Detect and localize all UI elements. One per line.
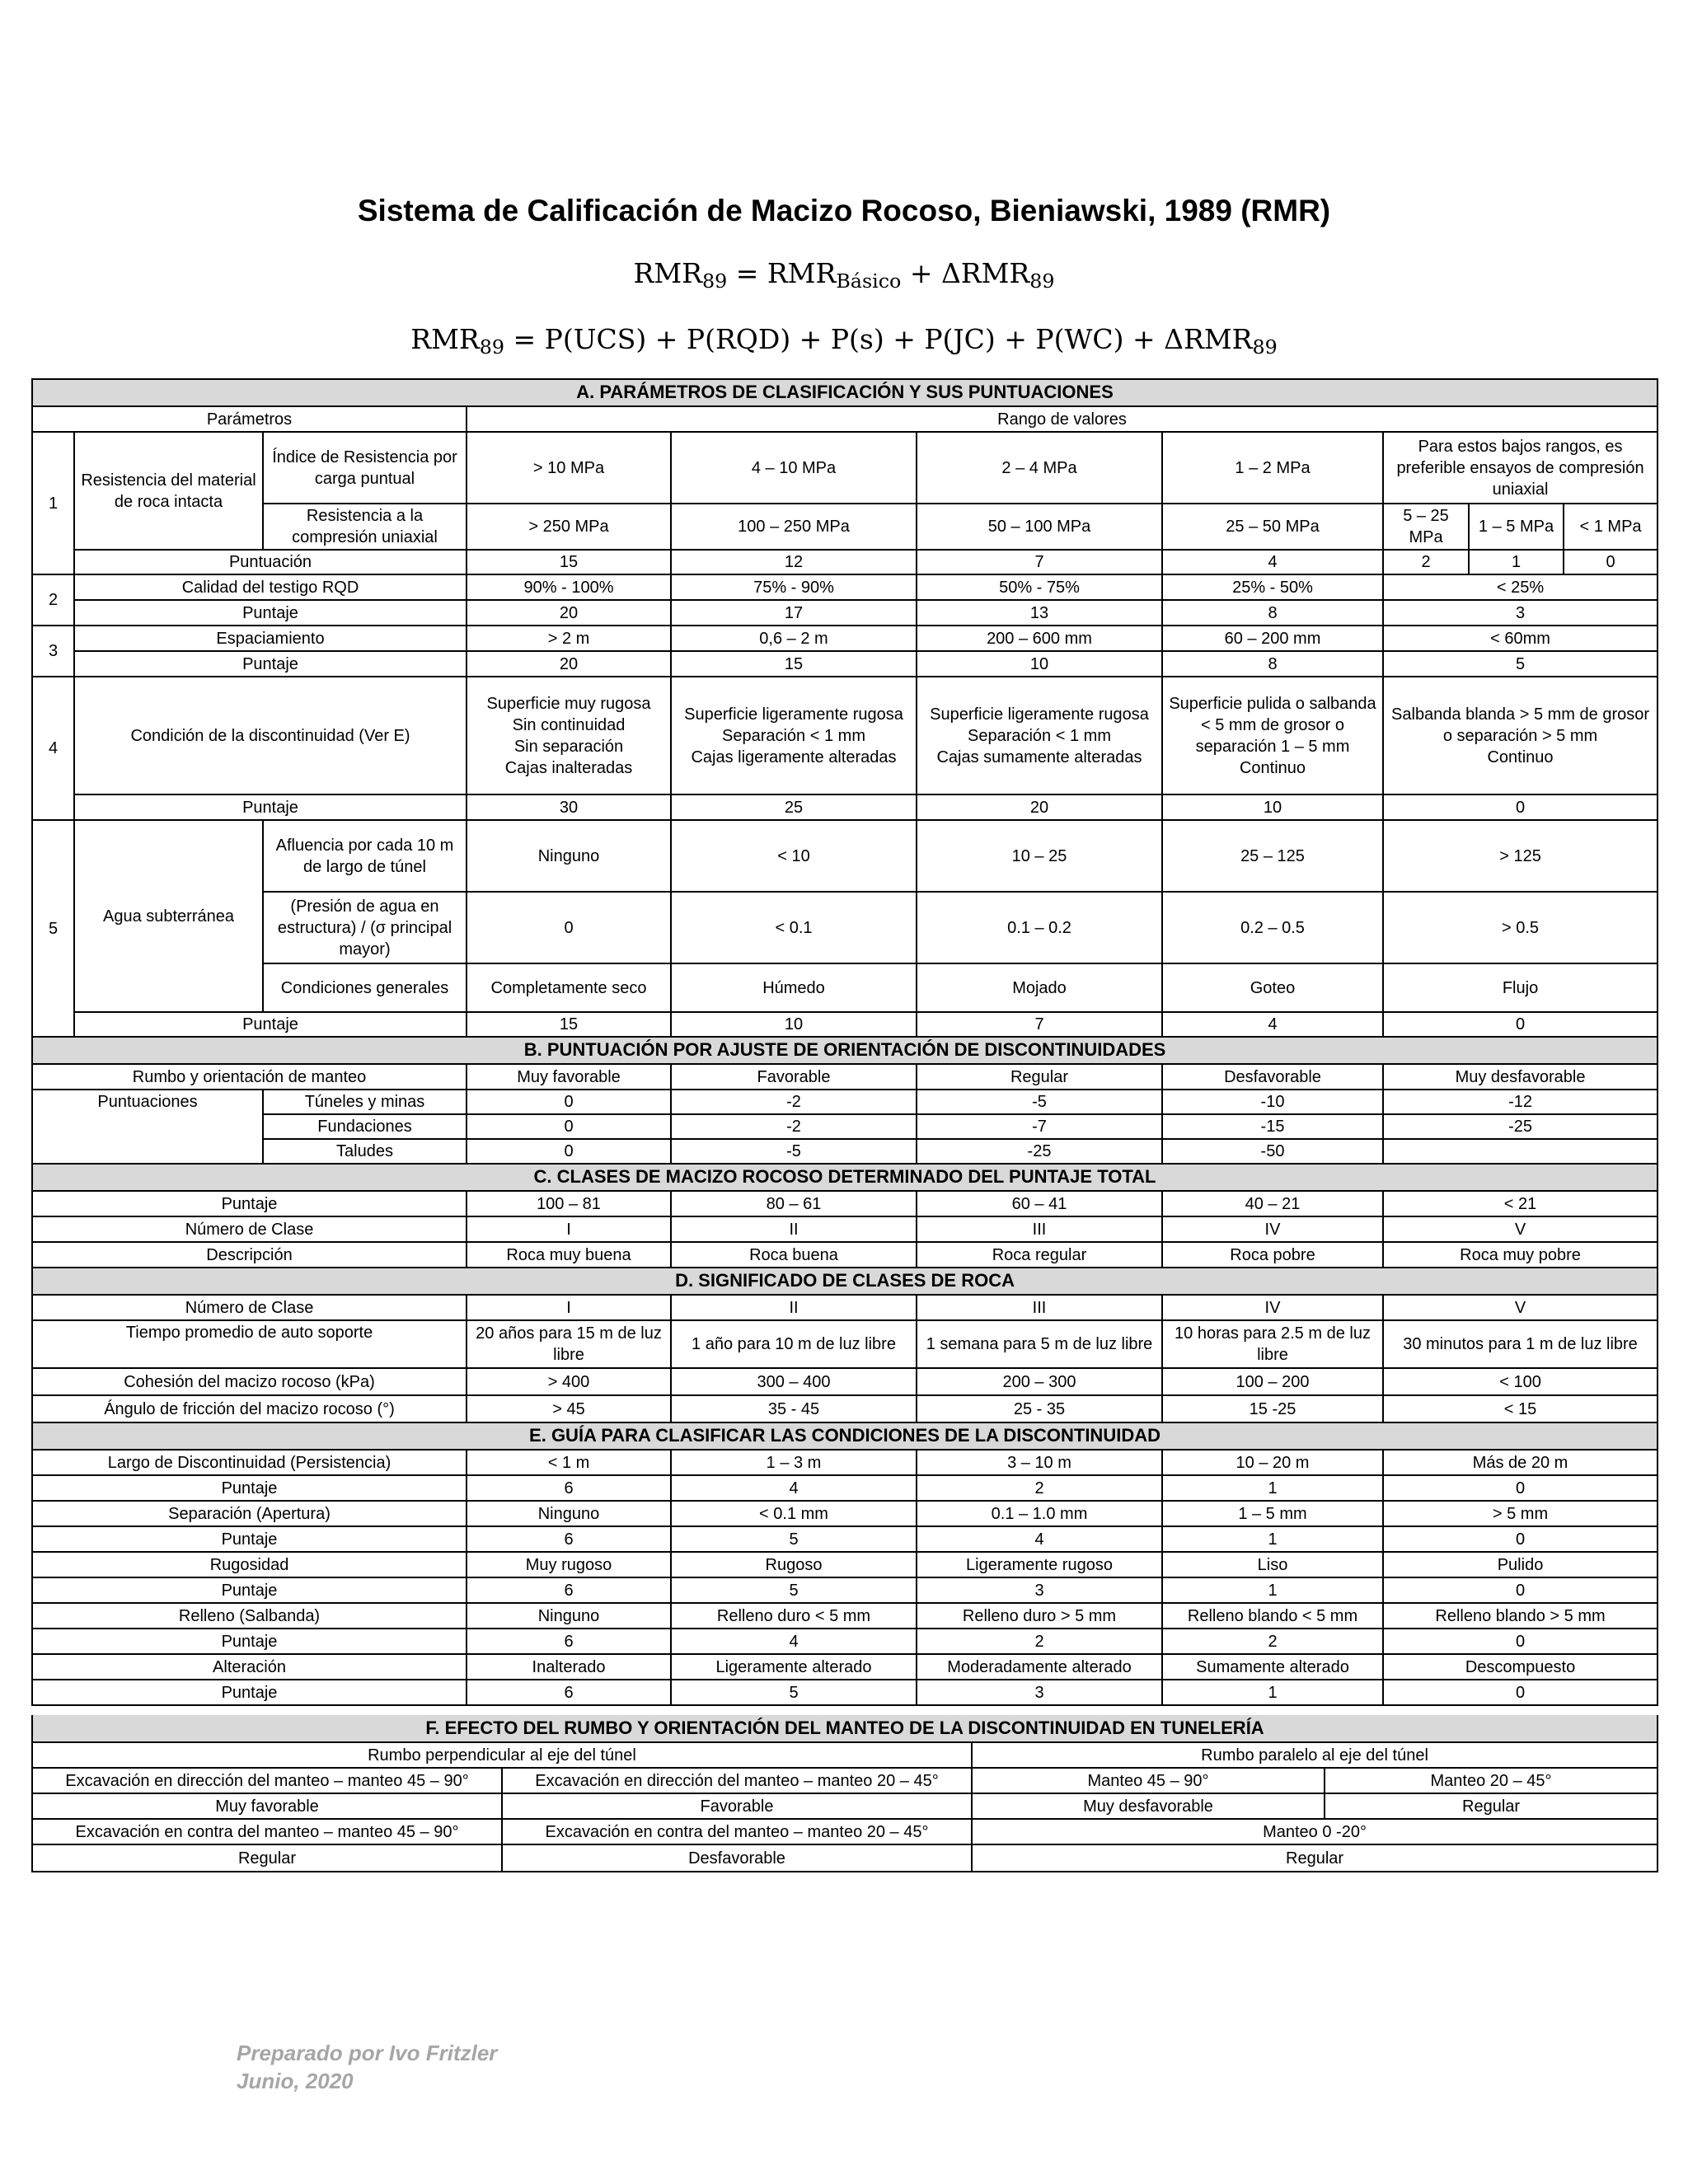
score-cell: 25 — [671, 794, 917, 820]
value-cell: Superficie muy rugosa Sin continuidad Sin separación Cajas inalteradas — [467, 677, 671, 794]
value-cell: 1 – 2 MPa — [1162, 432, 1383, 504]
score-cell: 17 — [671, 600, 917, 626]
row-label: Puntaje — [32, 1577, 467, 1603]
value-cell: Superficie pulida o salbanda < 5 mm de grosor o separación 1 – 5 mm Continuo — [1162, 677, 1383, 794]
column-header: Muy favorable — [467, 1064, 671, 1090]
value-cell: -50 — [1162, 1139, 1383, 1164]
value-cell: 4 — [671, 1475, 917, 1501]
value-cell: > 125 — [1383, 820, 1658, 892]
value-cell: 6 — [467, 1629, 671, 1654]
value-cell: < 10 — [671, 820, 917, 892]
value-cell: < 21 — [1383, 1191, 1658, 1216]
section-e-header: E. GUÍA PARA CLASIFICAR LAS CONDICIONES DE LA DISCONTINUIDAD — [32, 1422, 1658, 1450]
value-cell: 0 — [1383, 1475, 1658, 1501]
value-cell: 200 – 300 — [917, 1368, 1162, 1395]
row-label: Puntaje — [32, 1191, 467, 1216]
value-cell: 0.1 – 1.0 mm — [917, 1501, 1162, 1526]
value-cell: < 60mm — [1383, 626, 1658, 651]
value-cell: 200 – 600 mm — [917, 626, 1162, 651]
value-cell: > 400 — [467, 1368, 671, 1395]
value-cell: 4 — [917, 1526, 1162, 1552]
value-cell: Relleno blando < 5 mm — [1162, 1603, 1383, 1629]
score-cell: 10 — [671, 1012, 917, 1037]
value-cell: < 15 — [1383, 1395, 1658, 1422]
value-cell: 0 — [1383, 1629, 1658, 1654]
row-number: 2 — [32, 574, 74, 626]
score-cell: 20 — [917, 794, 1162, 820]
score-cell: 0 — [1383, 794, 1658, 820]
value-cell: -5 — [917, 1090, 1162, 1114]
value-cell: Ninguno — [467, 1603, 671, 1629]
value-cell: Goteo — [1162, 963, 1383, 1012]
score-cell: 13 — [917, 600, 1162, 626]
value-cell: Manteo 0 -20° — [972, 1819, 1658, 1844]
param-label: Agua subterránea — [74, 820, 263, 1012]
value-cell: 0 — [467, 1114, 671, 1139]
value-cell: -5 — [671, 1139, 917, 1164]
param-sublabel: (Presión de agua en estructura) / (σ principal mayor) — [263, 892, 467, 963]
value-cell: Muy favorable — [32, 1793, 502, 1819]
value-cell: 0,6 – 2 m — [671, 626, 917, 651]
value-cell: > 250 MPa — [467, 504, 671, 550]
value-cell: 50 – 100 MPa — [917, 504, 1162, 550]
value-cell: 10 – 20 m — [1162, 1450, 1383, 1475]
section-d-header: D. SIGNIFICADO DE CLASES DE ROCA — [32, 1268, 1658, 1295]
value-cell: 5 — [671, 1526, 917, 1552]
row-label: Puntaje — [32, 1680, 467, 1705]
value-cell: 25 – 125 — [1162, 820, 1383, 892]
value-cell: 1 — [1162, 1577, 1383, 1603]
row-sublabel: Fundaciones — [263, 1114, 467, 1139]
row-label: Relleno (Salbanda) — [32, 1603, 467, 1629]
value-cell: Favorable — [502, 1793, 972, 1819]
row-label: Puntaje — [32, 1475, 467, 1501]
param-sublabel: Índice de Resistencia por carga puntual — [263, 432, 467, 504]
value-cell: 30 minutos para 1 m de luz libre — [1383, 1320, 1658, 1368]
value-cell: -10 — [1162, 1090, 1383, 1114]
value-cell: 1 – 5 MPa — [1469, 504, 1564, 550]
value-cell: Muy desfavorable — [972, 1793, 1325, 1819]
value-cell: 2 — [917, 1475, 1162, 1501]
value-cell: Ligeramente alterado — [671, 1654, 917, 1680]
score-cell: 0 — [1383, 1012, 1658, 1037]
column-header: Favorable — [671, 1064, 917, 1090]
value-cell: Inalterado — [467, 1654, 671, 1680]
score-cell: 2 — [1383, 550, 1469, 574]
column-header: Regular — [917, 1064, 1162, 1090]
row-label: Descripción — [32, 1242, 467, 1268]
column-header: Muy desfavorable — [1383, 1064, 1658, 1090]
value-cell: -12 — [1383, 1090, 1658, 1114]
value-cell: 50% - 75% — [917, 574, 1162, 600]
value-cell: Ninguno — [467, 820, 671, 892]
value-cell: 0 — [467, 1139, 671, 1164]
row-label: Puntaje — [32, 1629, 467, 1654]
score-label: Puntaje — [74, 1012, 467, 1037]
value-cell: Excavación en dirección del manteo – manteo 45 – 90° — [32, 1768, 502, 1793]
column-header: Desfavorable — [1162, 1064, 1383, 1090]
score-cell: 20 — [467, 651, 671, 677]
row-number: 5 — [32, 820, 74, 1037]
value-cell: Liso — [1162, 1552, 1383, 1577]
value-cell: 25 - 35 — [917, 1395, 1162, 1422]
value-cell: > 5 mm — [1383, 1501, 1658, 1526]
row-label: Ángulo de fricción del macizo rocoso (°) — [32, 1395, 467, 1422]
value-cell: < 25% — [1383, 574, 1658, 600]
footer-credit — [237, 2040, 497, 2096]
value-cell: Mojado — [917, 963, 1162, 1012]
value-cell: Roca buena — [671, 1242, 917, 1268]
value-cell: 25% - 50% — [1162, 574, 1383, 600]
value-cell: II — [671, 1295, 917, 1320]
parallel-header: Rumbo paralelo al eje del túnel — [972, 1742, 1658, 1768]
value-cell: 4 – 10 MPa — [671, 432, 917, 504]
value-cell: I — [467, 1295, 671, 1320]
value-cell: Regular — [32, 1844, 502, 1872]
param-label: Espaciamiento — [74, 626, 467, 651]
value-cell: III — [917, 1295, 1162, 1320]
value-cell: II — [671, 1216, 917, 1242]
value-cell: Excavación en contra del manteo – manteo 20 – 45° — [502, 1819, 972, 1844]
value-cell: Flujo — [1383, 963, 1658, 1012]
row-label: Alteración — [32, 1654, 467, 1680]
row-label: Separación (Apertura) — [32, 1501, 467, 1526]
value-cell: Roca muy buena — [467, 1242, 671, 1268]
value-cell: Roca pobre — [1162, 1242, 1383, 1268]
value-cell: -25 — [1383, 1114, 1658, 1139]
score-cell: 15 — [467, 1012, 671, 1037]
row-number: 3 — [32, 626, 74, 677]
value-cell: Más de 20 m — [1383, 1450, 1658, 1475]
value-cell: 0 — [1383, 1577, 1658, 1603]
value-cell: Ligeramente rugoso — [917, 1552, 1162, 1577]
value-cell: 75% - 90% — [671, 574, 917, 600]
value-cell: 0 — [467, 892, 671, 963]
value-cell: 1 — [1162, 1680, 1383, 1705]
row-label: Tiempo promedio de auto soporte — [32, 1320, 467, 1368]
value-cell: 1 – 5 mm — [1162, 1501, 1383, 1526]
value-cell: 3 — [917, 1680, 1162, 1705]
value-cell: 15 -25 — [1162, 1395, 1383, 1422]
value-cell: Húmedo — [671, 963, 917, 1012]
value-cell: 6 — [467, 1680, 671, 1705]
row-label: Número de Clase — [32, 1216, 467, 1242]
value-cell: 40 – 21 — [1162, 1191, 1383, 1216]
param-label: Condición de la discontinuidad (Ver E) — [74, 677, 467, 794]
value-cell: I — [467, 1216, 671, 1242]
param-sublabel: Resistencia a la compresión uniaxial — [263, 504, 467, 550]
value-cell: Excavación en dirección del manteo – manteo 20 – 45° — [502, 1768, 972, 1793]
row-label: Puntaje — [32, 1526, 467, 1552]
score-cell: 30 — [467, 794, 671, 820]
value-cell: III — [917, 1216, 1162, 1242]
score-cell: 4 — [1162, 1012, 1383, 1037]
value-cell — [1383, 1139, 1658, 1164]
value-cell: V — [1383, 1216, 1658, 1242]
value-cell: 20 años para 15 m de luz libre — [467, 1320, 671, 1368]
value-cell: 1 — [1162, 1526, 1383, 1552]
value-cell: > 10 MPa — [467, 432, 671, 504]
score-label: Puntaje — [74, 651, 467, 677]
value-cell: -25 — [917, 1139, 1162, 1164]
value-cell: 1 año para 10 m de luz libre — [671, 1320, 917, 1368]
section-c-header: C. CLASES DE MACIZO ROCOSO DETERMINADO DEL PUNTAJE TOTAL — [32, 1164, 1658, 1191]
value-cell: 4 — [671, 1629, 917, 1654]
value-cell: -7 — [917, 1114, 1162, 1139]
score-cell: 7 — [917, 1012, 1162, 1037]
row-label: Puntuaciones — [32, 1090, 263, 1164]
row-label: Número de Clase — [32, 1295, 467, 1320]
formula-rmr-parameters: $RMR_{89} = P(UCS) + P(RQD) + P(s) + P(JC) + P(WC) + \Delta RMR_{89}$ — [410, 323, 1278, 359]
value-cell: < 0.1 mm — [671, 1501, 917, 1526]
value-cell: Salbanda blanda > 5 mm de grosor o separación > 5 mm Continuo — [1383, 677, 1658, 794]
value-cell: 6 — [467, 1475, 671, 1501]
value-cell: 300 – 400 — [671, 1368, 917, 1395]
value-cell: Desfavorable — [502, 1844, 972, 1872]
value-cell: 60 – 41 — [917, 1191, 1162, 1216]
value-cell: Ninguno — [467, 1501, 671, 1526]
value-cell: 3 — [917, 1577, 1162, 1603]
param-sublabel: Condiciones generales — [263, 963, 467, 1012]
formula-rmr-basic: $RMR_{89} = RMR_{Básico} + \Delta RMR_{89}$ — [633, 257, 1055, 293]
value-cell: Manteo 45 – 90° — [972, 1768, 1325, 1793]
value-cell: 35 - 45 — [671, 1395, 917, 1422]
value-cell: Rugoso — [671, 1552, 917, 1577]
value-cell: 1 semana para 5 m de luz libre — [917, 1320, 1162, 1368]
value-cell: 100 – 81 — [467, 1191, 671, 1216]
value-cell: < 100 — [1383, 1368, 1658, 1395]
value-cell: 90% - 100% — [467, 574, 671, 600]
score-cell: 1 — [1469, 550, 1564, 574]
value-cell: Relleno blando > 5 mm — [1383, 1603, 1658, 1629]
value-cell: < 0.1 — [671, 892, 917, 963]
value-cell: < 1 m — [467, 1450, 671, 1475]
score-cell: 3 — [1383, 600, 1658, 626]
value-cell: 5 — [671, 1577, 917, 1603]
value-cell: 80 – 61 — [671, 1191, 917, 1216]
score-label: Puntaje — [74, 600, 467, 626]
value-cell: Manteo 20 – 45° — [1325, 1768, 1658, 1793]
value-cell: Relleno duro > 5 mm — [917, 1603, 1162, 1629]
table-f — [31, 1715, 1658, 1872]
value-cell: Muy rugoso — [467, 1552, 671, 1577]
value-cell: Excavación en contra del manteo – manteo 45 – 90° — [32, 1819, 502, 1844]
value-cell: 0 — [1383, 1680, 1658, 1705]
score-cell: 5 — [1383, 651, 1658, 677]
value-cell: < 1 MPa — [1564, 504, 1658, 550]
value-cell: 0 — [1383, 1526, 1658, 1552]
score-cell: 15 — [467, 550, 671, 574]
value-cell: > 0.5 — [1383, 892, 1658, 963]
score-cell: 8 — [1162, 651, 1383, 677]
value-cell: Superficie ligeramente rugosa Separación < 1 mm Cajas ligeramente alteradas — [671, 677, 917, 794]
value-cell: Para estos bajos rangos, es preferible ensayos de compresión uniaxial — [1383, 432, 1658, 504]
parametros-header: Parámetros — [32, 406, 467, 432]
score-cell: 4 — [1162, 550, 1383, 574]
value-cell: 6 — [467, 1577, 671, 1603]
value-cell: 1 – 3 m — [671, 1450, 917, 1475]
value-cell: Pulido — [1383, 1552, 1658, 1577]
score-cell: 20 — [467, 600, 671, 626]
value-cell: 2 – 4 MPa — [917, 432, 1162, 504]
section-f-header: F. EFECTO DEL RUMBO Y ORIENTACIÓN DEL MANTEO DE LA DISCONTINUIDAD EN TUNELERÍA — [32, 1715, 1658, 1742]
value-cell: -2 — [671, 1114, 917, 1139]
value-cell: 10 – 25 — [917, 820, 1162, 892]
score-label: Puntuación — [74, 550, 467, 574]
score-cell: 7 — [917, 550, 1162, 574]
value-cell: 5 — [671, 1680, 917, 1705]
rmr-table — [31, 378, 1658, 1706]
value-cell: Regular — [1325, 1793, 1658, 1819]
value-cell: Superficie ligeramente rugosa Separación < 1 mm Cajas sumamente alteradas — [917, 677, 1162, 794]
document-title: Sistema de Calificación de Macizo Rocoso, Bieniawski, 1989 (RMR) — [357, 194, 1331, 227]
rango-header: Rango de valores — [467, 406, 1658, 432]
value-cell: 100 – 250 MPa — [671, 504, 917, 550]
value-cell: IV — [1162, 1295, 1383, 1320]
value-cell: V — [1383, 1295, 1658, 1320]
value-cell: 6 — [467, 1526, 671, 1552]
value-cell: 1 — [1162, 1475, 1383, 1501]
param-sublabel: Afluencia por cada 10 m de largo de túnel — [263, 820, 467, 892]
score-cell: 10 — [1162, 794, 1383, 820]
section-b-header: B. PUNTUACIÓN POR AJUSTE DE ORIENTACIÓN DE DISCONTINUIDADES — [32, 1037, 1658, 1064]
row-label: Rugosidad — [32, 1552, 467, 1577]
value-cell: 100 – 200 — [1162, 1368, 1383, 1395]
section-a-header: A. PARÁMETROS DE CLASIFICACIÓN Y SUS PUNTUACIONES — [32, 379, 1658, 406]
score-cell: 12 — [671, 550, 917, 574]
value-cell: Descompuesto — [1383, 1654, 1658, 1680]
row-sublabel: Túneles y minas — [263, 1090, 467, 1114]
value-cell: -2 — [671, 1090, 917, 1114]
value-cell: 25 – 50 MPa — [1162, 504, 1383, 550]
value-cell: 5 – 25 MPa — [1383, 504, 1469, 550]
value-cell: 3 – 10 m — [917, 1450, 1162, 1475]
value-cell: -15 — [1162, 1114, 1383, 1139]
value-cell: IV — [1162, 1216, 1383, 1242]
value-cell: 2 — [917, 1629, 1162, 1654]
value-cell: Roca muy pobre — [1383, 1242, 1658, 1268]
value-cell: Relleno duro < 5 mm — [671, 1603, 917, 1629]
value-cell: Regular — [972, 1844, 1658, 1872]
row-number: 4 — [32, 677, 74, 820]
score-label: Puntaje — [74, 794, 467, 820]
value-cell: Completamente seco — [467, 963, 671, 1012]
score-cell: 10 — [917, 651, 1162, 677]
row-label: Rumbo y orientación de manteo — [32, 1064, 467, 1090]
value-cell: > 45 — [467, 1395, 671, 1422]
footer-author: Preparado por Ivo Fritzler — [237, 2041, 498, 2065]
footer-date: Junio, 2020 — [237, 2068, 354, 2093]
perpendicular-header: Rumbo perpendicular al eje del túnel — [32, 1742, 972, 1768]
value-cell: > 2 m — [467, 626, 671, 651]
value-cell: Roca regular — [917, 1242, 1162, 1268]
score-cell: 0 — [1564, 550, 1658, 574]
value-cell: Moderadamente alterado — [917, 1654, 1162, 1680]
value-cell: 2 — [1162, 1629, 1383, 1654]
row-number: 1 — [32, 432, 74, 574]
value-cell: 0.1 – 0.2 — [917, 892, 1162, 963]
value-cell: 0 — [467, 1090, 671, 1114]
row-sublabel: Taludes — [263, 1139, 467, 1164]
score-cell: 15 — [671, 651, 917, 677]
score-cell: 8 — [1162, 600, 1383, 626]
value-cell: 10 horas para 2.5 m de luz libre — [1162, 1320, 1383, 1368]
row-label: Largo de Discontinuidad (Persistencia) — [32, 1450, 467, 1475]
value-cell: 0.2 – 0.5 — [1162, 892, 1383, 963]
value-cell: 60 – 200 mm — [1162, 626, 1383, 651]
row-label: Cohesión del macizo rocoso (kPa) — [32, 1368, 467, 1395]
value-cell: Sumamente alterado — [1162, 1654, 1383, 1680]
param-label: Calidad del testigo RQD — [74, 574, 467, 600]
param-label: Resistencia del material de roca intacta — [74, 432, 263, 550]
